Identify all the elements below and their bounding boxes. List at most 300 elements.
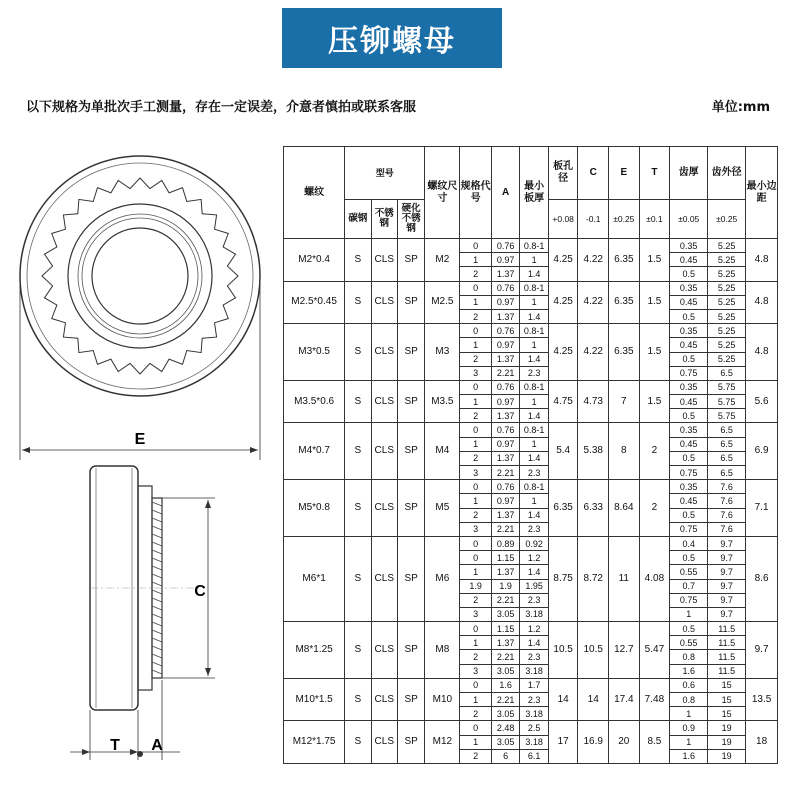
cell-tooth-thk: 0.5 xyxy=(670,409,708,423)
cell-tooth-thk: 0.35 xyxy=(670,239,708,253)
cell-a: 1.9 xyxy=(491,579,519,593)
cell-thread-size: M8 xyxy=(425,622,460,679)
cell-hole: 14 xyxy=(548,678,578,721)
col-tooth-od: 齿外径 xyxy=(708,147,746,200)
cell-tooth-thk: 0.35 xyxy=(670,324,708,338)
cell-min-plate: 2.3 xyxy=(520,593,548,607)
cell-thread-size: M4 xyxy=(425,423,460,480)
cell-spec-code: 1 xyxy=(460,338,492,352)
cell-min-plate: 2.3 xyxy=(520,466,548,480)
cell-a: 0.76 xyxy=(491,423,519,437)
cell-e: 17.4 xyxy=(609,678,640,721)
cell-e: 7 xyxy=(609,380,640,423)
cell-min-plate: 0.8-1 xyxy=(520,324,548,338)
cell-a: 1.37 xyxy=(491,636,519,650)
cell-min-edge: 7.1 xyxy=(746,480,778,537)
cell-hole: 5.4 xyxy=(548,423,578,480)
cell-thread-size: M5 xyxy=(425,480,460,537)
col-hole: 板孔径 xyxy=(548,147,578,200)
cell-tooth-od: 5.25 xyxy=(708,281,746,295)
table-row xyxy=(284,536,778,550)
cell-stainless: CLS xyxy=(371,324,397,381)
cell-min-edge: 9.7 xyxy=(746,622,778,679)
cell-min-plate: 1 xyxy=(520,395,548,409)
table-row xyxy=(284,281,778,295)
col-t: T xyxy=(639,147,670,200)
table-row xyxy=(284,239,778,253)
cell-min-plate: 0.8-1 xyxy=(520,480,548,494)
col-stainless: 不锈钢 xyxy=(371,200,397,239)
cell-hardened: SP xyxy=(397,423,424,480)
cell-min-plate: 1 xyxy=(520,338,548,352)
cell-min-plate: 2.3 xyxy=(520,693,548,707)
cell-min-plate: 0.8-1 xyxy=(520,281,548,295)
cell-hole: 10.5 xyxy=(548,622,578,679)
cell-tooth-od: 15 xyxy=(708,707,746,721)
cell-tooth-thk: 0.5 xyxy=(670,267,708,281)
cell-c: 8.72 xyxy=(578,536,609,621)
cell-spec-code: 1 xyxy=(460,494,492,508)
cell-tooth-od: 5.25 xyxy=(708,239,746,253)
cell-spec-code: 0 xyxy=(460,551,492,565)
table-row xyxy=(284,678,778,692)
cell-min-plate: 1.95 xyxy=(520,579,548,593)
cell-thread: M4*0.7 xyxy=(284,423,345,480)
cell-tooth-thk: 0.45 xyxy=(670,395,708,409)
cell-tooth-od: 9.7 xyxy=(708,579,746,593)
cell-spec-code: 2 xyxy=(460,267,492,281)
cell-hardened: SP xyxy=(397,239,424,282)
cell-carbon: S xyxy=(345,239,371,282)
cell-tooth-thk: 0.5 xyxy=(670,352,708,366)
cell-carbon: S xyxy=(345,536,371,621)
cell-thread: M12*1.75 xyxy=(284,721,345,764)
cell-stainless: CLS xyxy=(371,380,397,423)
cell-t: 1.5 xyxy=(639,380,670,423)
cell-min-plate: 1.4 xyxy=(520,267,548,281)
cell-spec-code: 1 xyxy=(460,565,492,579)
cell-thread-size: M10 xyxy=(425,678,460,721)
cell-spec-code: 0 xyxy=(460,536,492,550)
cell-min-edge: 6.9 xyxy=(746,423,778,480)
cell-a: 0.97 xyxy=(491,295,519,309)
cell-tooth-od: 5.75 xyxy=(708,395,746,409)
cell-min-plate: 2.5 xyxy=(520,721,548,735)
cell-tooth-od: 9.7 xyxy=(708,536,746,550)
cell-tooth-thk: 0.35 xyxy=(670,480,708,494)
cell-min-plate: 0.8-1 xyxy=(520,380,548,394)
cell-a: 3.05 xyxy=(491,664,519,678)
cell-carbon: S xyxy=(345,721,371,764)
cell-c: 4.22 xyxy=(578,281,609,324)
cell-stainless: CLS xyxy=(371,239,397,282)
cell-tooth-od: 6.5 xyxy=(708,451,746,465)
table-row xyxy=(284,324,778,338)
cell-spec-code: 1 xyxy=(460,735,492,749)
col-carbon: 碳钢 xyxy=(345,200,371,239)
side-view xyxy=(70,466,215,760)
cell-thread: M3.5*0.6 xyxy=(284,380,345,423)
cell-t: 1.5 xyxy=(639,281,670,324)
table-row xyxy=(284,480,778,494)
cell-t: 5.47 xyxy=(639,622,670,679)
cell-min-plate: 1.2 xyxy=(520,551,548,565)
cell-tooth-thk: 0.55 xyxy=(670,565,708,579)
cell-tooth-od: 7.6 xyxy=(708,508,746,522)
col-thread-size: 螺纹尺寸 xyxy=(425,147,460,239)
cell-c: 16.9 xyxy=(578,721,609,764)
cell-hardened: SP xyxy=(397,536,424,621)
nut-drawing xyxy=(0,140,280,780)
tol-hole: +0.08 xyxy=(548,200,578,239)
cell-t: 1.5 xyxy=(639,239,670,282)
cell-thread-size: M2.5 xyxy=(425,281,460,324)
cell-thread: M2.5*0.45 xyxy=(284,281,345,324)
cell-spec-code: 3 xyxy=(460,522,492,536)
cell-stainless: CLS xyxy=(371,536,397,621)
cell-tooth-thk: 0.9 xyxy=(670,721,708,735)
cell-carbon: S xyxy=(345,622,371,679)
cell-spec-code: 0 xyxy=(460,281,492,295)
cell-t: 4.08 xyxy=(639,536,670,621)
table-row xyxy=(284,380,778,394)
cell-a: 6 xyxy=(491,749,519,763)
cell-tooth-thk: 0.45 xyxy=(670,253,708,267)
cell-a: 2.21 xyxy=(491,650,519,664)
cell-a: 0.97 xyxy=(491,395,519,409)
cell-tooth-thk: 0.8 xyxy=(670,650,708,664)
cell-carbon: S xyxy=(345,324,371,381)
col-thread: 螺纹 xyxy=(284,147,345,239)
cell-tooth-od: 11.5 xyxy=(708,636,746,650)
cell-spec-code: 3 xyxy=(460,664,492,678)
cell-tooth-thk: 0.45 xyxy=(670,295,708,309)
cell-spec-code: 2 xyxy=(460,707,492,721)
cell-min-plate: 1.4 xyxy=(520,508,548,522)
cell-tooth-thk: 1.6 xyxy=(670,749,708,763)
cell-tooth-thk: 1 xyxy=(670,607,708,621)
tol-e: ±0.25 xyxy=(609,200,640,239)
cell-tooth-od: 6.5 xyxy=(708,466,746,480)
cell-spec-code: 1 xyxy=(460,437,492,451)
cell-a: 0.76 xyxy=(491,324,519,338)
cell-hole: 4.25 xyxy=(548,324,578,381)
cell-tooth-od: 15 xyxy=(708,678,746,692)
cell-spec-code: 0 xyxy=(460,622,492,636)
cell-tooth-thk: 0.8 xyxy=(670,693,708,707)
cell-a: 1.37 xyxy=(491,309,519,323)
dim-c-label: C xyxy=(194,583,206,600)
cell-hole: 4.75 xyxy=(548,380,578,423)
unit-label: 单位:mm xyxy=(711,100,770,115)
cell-carbon: S xyxy=(345,678,371,721)
cell-min-plate: 0.8-1 xyxy=(520,423,548,437)
cell-tooth-thk: 0.35 xyxy=(670,380,708,394)
cell-a: 3.05 xyxy=(491,707,519,721)
cell-stainless: CLS xyxy=(371,721,397,764)
col-spec-code: 规格代号 xyxy=(460,147,492,239)
cell-min-plate: 0.92 xyxy=(520,536,548,550)
cell-tooth-thk: 1.6 xyxy=(670,664,708,678)
cell-spec-code: 2 xyxy=(460,352,492,366)
cell-tooth-od: 11.5 xyxy=(708,664,746,678)
cell-a: 0.97 xyxy=(491,437,519,451)
cell-hardened: SP xyxy=(397,380,424,423)
cell-tooth-thk: 0.45 xyxy=(670,338,708,352)
cell-min-plate: 3.18 xyxy=(520,707,548,721)
cell-a: 1.37 xyxy=(491,409,519,423)
cell-min-plate: 3.18 xyxy=(520,664,548,678)
cell-thread-size: M6 xyxy=(425,536,460,621)
cell-tooth-thk: 1 xyxy=(670,707,708,721)
cell-e: 20 xyxy=(609,721,640,764)
cell-e: 6.35 xyxy=(609,281,640,324)
cell-thread: M8*1.25 xyxy=(284,622,345,679)
cell-tooth-od: 6.5 xyxy=(708,437,746,451)
cell-spec-code: 1 xyxy=(460,693,492,707)
cell-min-plate: 1.4 xyxy=(520,451,548,465)
tol-t: ±0.1 xyxy=(639,200,670,239)
cell-a: 1.37 xyxy=(491,451,519,465)
cell-tooth-thk: 0.55 xyxy=(670,636,708,650)
cell-stainless: CLS xyxy=(371,423,397,480)
cell-a: 2.21 xyxy=(491,593,519,607)
cell-spec-code: 0 xyxy=(460,678,492,692)
spec-table xyxy=(283,146,778,764)
cell-min-edge: 4.8 xyxy=(746,324,778,381)
col-type-group: 型号 xyxy=(345,147,425,200)
col-min-edge: 最小边距 xyxy=(746,147,778,239)
cell-a: 0.76 xyxy=(491,281,519,295)
cell-c: 5.38 xyxy=(578,423,609,480)
cell-hardened: SP xyxy=(397,721,424,764)
cell-e: 8 xyxy=(609,423,640,480)
cell-spec-code: 0 xyxy=(460,324,492,338)
cell-hardened: SP xyxy=(397,622,424,679)
cell-tooth-od: 15 xyxy=(708,693,746,707)
cell-a: 2.21 xyxy=(491,466,519,480)
cell-a: 0.76 xyxy=(491,239,519,253)
cell-tooth-od: 7.6 xyxy=(708,480,746,494)
tol-c: -0.1 xyxy=(578,200,609,239)
cell-a: 1.6 xyxy=(491,678,519,692)
cell-e: 11 xyxy=(609,536,640,621)
cell-hole: 4.25 xyxy=(548,281,578,324)
cell-min-edge: 18 xyxy=(746,721,778,764)
cell-c: 10.5 xyxy=(578,622,609,679)
cell-tooth-thk: 0.75 xyxy=(670,522,708,536)
banner-title: 压铆螺母 xyxy=(328,24,456,59)
col-a: A xyxy=(491,147,519,239)
cell-a: 0.97 xyxy=(491,253,519,267)
cell-a: 0.76 xyxy=(491,480,519,494)
cell-a: 1.37 xyxy=(491,508,519,522)
cell-tooth-od: 9.7 xyxy=(708,593,746,607)
cell-c: 4.73 xyxy=(578,380,609,423)
cell-spec-code: 2 xyxy=(460,650,492,664)
cell-spec-code: 2 xyxy=(460,593,492,607)
cell-spec-code: 1 xyxy=(460,636,492,650)
cell-min-plate: 1 xyxy=(520,437,548,451)
col-min-plate: 最小板厚 xyxy=(520,147,548,239)
cell-min-plate: 3.18 xyxy=(520,735,548,749)
cell-tooth-thk: 0.5 xyxy=(670,551,708,565)
cell-tooth-od: 6.5 xyxy=(708,366,746,380)
cell-min-plate: 3.18 xyxy=(520,607,548,621)
cell-spec-code: 3 xyxy=(460,466,492,480)
cell-tooth-od: 6.5 xyxy=(708,423,746,437)
cell-tooth-thk: 0.45 xyxy=(670,494,708,508)
cell-tooth-od: 5.75 xyxy=(708,380,746,394)
cell-t: 7.48 xyxy=(639,678,670,721)
cell-a: 2.21 xyxy=(491,693,519,707)
cell-thread-size: M12 xyxy=(425,721,460,764)
col-tooth-thk: 齿厚 xyxy=(670,147,708,200)
cell-spec-code: 3 xyxy=(460,366,492,380)
cell-c: 6.33 xyxy=(578,480,609,537)
cell-min-edge: 8.6 xyxy=(746,536,778,621)
cell-min-plate: 2.3 xyxy=(520,366,548,380)
cell-spec-code: 1 xyxy=(460,395,492,409)
cell-hole: 8.75 xyxy=(548,536,578,621)
cell-min-plate: 2.3 xyxy=(520,650,548,664)
cell-spec-code: 2 xyxy=(460,508,492,522)
cell-carbon: S xyxy=(345,423,371,480)
cell-a: 3.05 xyxy=(491,607,519,621)
cell-spec-code: 2 xyxy=(460,309,492,323)
cell-thread: M3*0.5 xyxy=(284,324,345,381)
cell-tooth-thk: 0.5 xyxy=(670,622,708,636)
cell-min-edge: 5.6 xyxy=(746,380,778,423)
col-c: C xyxy=(578,147,609,200)
cell-min-plate: 1.4 xyxy=(520,352,548,366)
cell-tooth-thk: 0.35 xyxy=(670,423,708,437)
cell-thread-size: M3 xyxy=(425,324,460,381)
cell-tooth-od: 5.25 xyxy=(708,309,746,323)
cell-a: 0.89 xyxy=(491,536,519,550)
cell-stainless: CLS xyxy=(371,678,397,721)
cell-hole: 4.25 xyxy=(548,239,578,282)
cell-tooth-od: 5.25 xyxy=(708,338,746,352)
cell-t: 2 xyxy=(639,480,670,537)
cell-tooth-od: 5.25 xyxy=(708,295,746,309)
cell-min-plate: 0.8-1 xyxy=(520,239,548,253)
cell-tooth-thk: 0.75 xyxy=(670,366,708,380)
cell-min-plate: 1 xyxy=(520,253,548,267)
cell-tooth-thk: 0.4 xyxy=(670,536,708,550)
cell-hole: 17 xyxy=(548,721,578,764)
cell-tooth-od: 5.25 xyxy=(708,324,746,338)
dim-a-label: A xyxy=(151,737,163,754)
cell-t: 2 xyxy=(639,423,670,480)
cell-tooth-thk: 0.6 xyxy=(670,678,708,692)
cell-t: 8.5 xyxy=(639,721,670,764)
cell-spec-code: 0 xyxy=(460,423,492,437)
cell-a: 1.37 xyxy=(491,565,519,579)
cell-a: 1.15 xyxy=(491,622,519,636)
tol-tooth-od: ±0.25 xyxy=(708,200,746,239)
cell-tooth-od: 9.7 xyxy=(708,607,746,621)
spec-table-body xyxy=(284,239,778,764)
cell-tooth-thk: 0.5 xyxy=(670,309,708,323)
cell-tooth-od: 5.25 xyxy=(708,352,746,366)
cell-e: 12.7 xyxy=(609,622,640,679)
cell-c: 4.22 xyxy=(578,324,609,381)
cell-spec-code: 2 xyxy=(460,749,492,763)
table-row xyxy=(284,622,778,636)
cell-spec-code: 0 xyxy=(460,239,492,253)
cell-a: 1.15 xyxy=(491,551,519,565)
cell-tooth-od: 19 xyxy=(708,721,746,735)
cell-tooth-thk: 0.45 xyxy=(670,437,708,451)
cell-min-plate: 1.7 xyxy=(520,678,548,692)
table-row xyxy=(284,721,778,735)
cell-hardened: SP xyxy=(397,480,424,537)
cell-thread-size: M3.5 xyxy=(425,380,460,423)
cell-tooth-od: 11.5 xyxy=(708,622,746,636)
tol-tooth-thk: ±0.05 xyxy=(670,200,708,239)
col-e: E xyxy=(609,147,640,200)
cell-carbon: S xyxy=(345,281,371,324)
cell-a: 0.97 xyxy=(491,338,519,352)
cell-thread-size: M2 xyxy=(425,239,460,282)
cell-thread: M2*0.4 xyxy=(284,239,345,282)
cell-carbon: S xyxy=(345,480,371,537)
cell-tooth-od: 7.6 xyxy=(708,522,746,536)
top-view xyxy=(20,156,260,460)
cell-tooth-od: 5.75 xyxy=(708,409,746,423)
cell-tooth-thk: 0.5 xyxy=(670,508,708,522)
measurement-notice: 以下规格为单批次手工测量，存在一定误差，介意者慎拍或联系客服 xyxy=(26,100,417,115)
cell-e: 6.35 xyxy=(609,239,640,282)
cell-hole: 6.35 xyxy=(548,480,578,537)
cell-min-plate: 1.2 xyxy=(520,622,548,636)
spec-table-container xyxy=(283,146,778,764)
cell-spec-code: 3 xyxy=(460,607,492,621)
cell-e: 8.64 xyxy=(609,480,640,537)
cell-min-edge: 13.5 xyxy=(746,678,778,721)
cell-tooth-od: 19 xyxy=(708,749,746,763)
table-row xyxy=(284,423,778,437)
cell-hardened: SP xyxy=(397,324,424,381)
cell-min-plate: 1.4 xyxy=(520,565,548,579)
cell-min-plate: 1.4 xyxy=(520,409,548,423)
cell-hardened: SP xyxy=(397,281,424,324)
dim-t-label: T xyxy=(110,737,120,754)
cell-spec-code: 0 xyxy=(460,480,492,494)
cell-tooth-thk: 0.35 xyxy=(670,281,708,295)
cell-t: 1.5 xyxy=(639,324,670,381)
cell-min-plate: 1.4 xyxy=(520,309,548,323)
cell-a: 2.48 xyxy=(491,721,519,735)
cell-thread: M6*1 xyxy=(284,536,345,621)
cell-thread: M10*1.5 xyxy=(284,678,345,721)
cell-tooth-thk: 0.75 xyxy=(670,466,708,480)
cell-stainless: CLS xyxy=(371,281,397,324)
cell-spec-code: 1 xyxy=(460,295,492,309)
cell-tooth-od: 19 xyxy=(708,735,746,749)
cell-a: 0.76 xyxy=(491,380,519,394)
cell-tooth-thk: 0.5 xyxy=(670,451,708,465)
cell-spec-code: 1 xyxy=(460,253,492,267)
cell-carbon: S xyxy=(345,380,371,423)
cell-stainless: CLS xyxy=(371,480,397,537)
cell-tooth-thk: 0.7 xyxy=(670,579,708,593)
cell-tooth-od: 5.25 xyxy=(708,253,746,267)
col-hardened: 硬化不锈钢 xyxy=(397,200,424,239)
cell-a: 3.05 xyxy=(491,735,519,749)
cell-tooth-od: 5.25 xyxy=(708,267,746,281)
